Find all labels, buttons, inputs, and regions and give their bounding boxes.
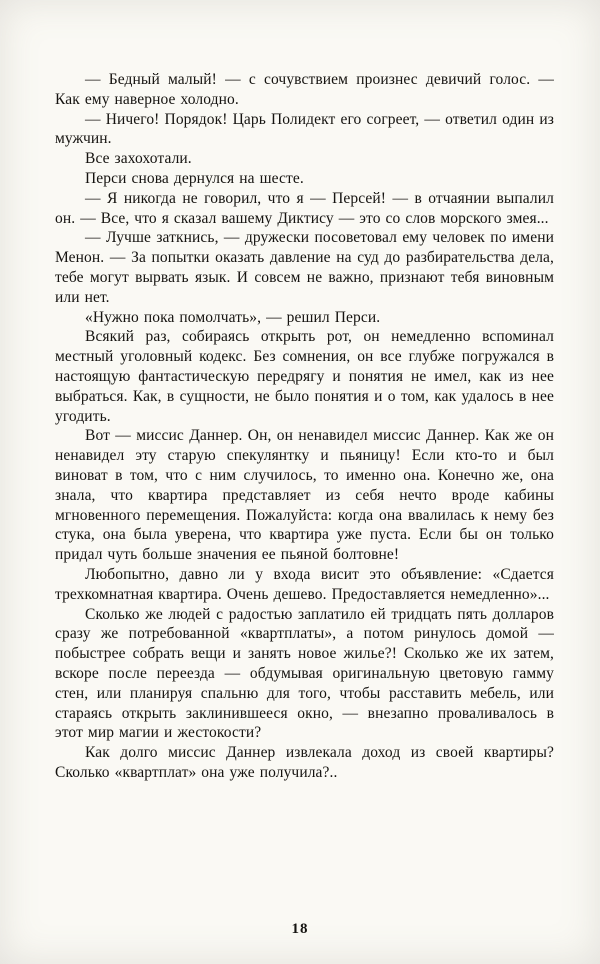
paragraph: — Ничего! Порядок! Царь Полидект его согреет, — ответил один из мужчин. — [55, 110, 554, 148]
paragraph: Все захохотали. — [85, 150, 192, 168]
page-number: 18 — [291, 921, 309, 937]
page-text — [55, 70, 554, 783]
paragraph: Как долго миссис Даннер извлекала доход из своей квартиры? Сколько «квартплат» она уже получила?.. — [55, 744, 554, 781]
paragraph: Сколько же людей с радостью заплатило ей тридцать пять долларов сразу же потребованной «квартплаты», а потом ринулось домой — побыстрее собрать вещи и занять новое жилье?! Сколько же их затем, вскоре после переезда — обдумывая оригинальную цветовую гамму стен, или планируя спальню для того, чтобы расставить мебель, или стараясь открыть заклинившееся окно, — внезапно проваливалось в этот мир магии и жестокости? — [55, 605, 554, 742]
paragraph: «Нужно пока помолчать», — решил Перси. — [85, 308, 381, 326]
paragraph: Всякий раз, собираясь открыть рот, он немедленно вспоминал местный уголовный кодекс. Без сомнения, он все глубже погружался в настоящую фантастическую передрягу и понятия не имел, как из нее выбраться. Как, в сущности, не было понятия и о том, как удалось в нее угодить. — [55, 328, 554, 425]
paragraph: — Лучше заткнись, — дружески посоветовал ему человек по имени Менон. — За попытки оказать давление на суд до разбирательства дела, тебе могут вырвать язык. И совсем не важно, признают тебя виновным или нет. — [55, 229, 554, 306]
paragraph: Любопытно, давно ли у входа висит это объявление: «Сдается трехкомнатная квартира. Очень дешево. Предоставляется немедленно»... — [55, 565, 554, 603]
paragraph: Перси снова дернулся на шесте. — [85, 169, 304, 187]
paragraph: — Я никогда не говорил, что я — Персей! — в отчаянии выпалил он. — Все, что я сказал вашему Диктису — это со слов морского змея... — [55, 189, 554, 227]
paragraph: — Бедный малый! — с сочувствием произнес девичий голос. — Как ему наверное холодно. — [55, 71, 554, 108]
paragraph: Вот — миссис Даннер. Он, он ненавидел миссис Даннер. Как же он ненавидел эту старую спекулянтку и пьяницу! Если кто-то и был виноват в том, что с ним случилось, то именно она. Конечно же, она знала, что квартира представляет из себя нечто вроде кабины мгновенного перемещения. Пожалуйста: когда она ввалилась к нему без стука, она была уверена, что квартира уже пуста. Если бы он только придал чуть больше значения ее пьяной болтовне! — [55, 427, 554, 564]
